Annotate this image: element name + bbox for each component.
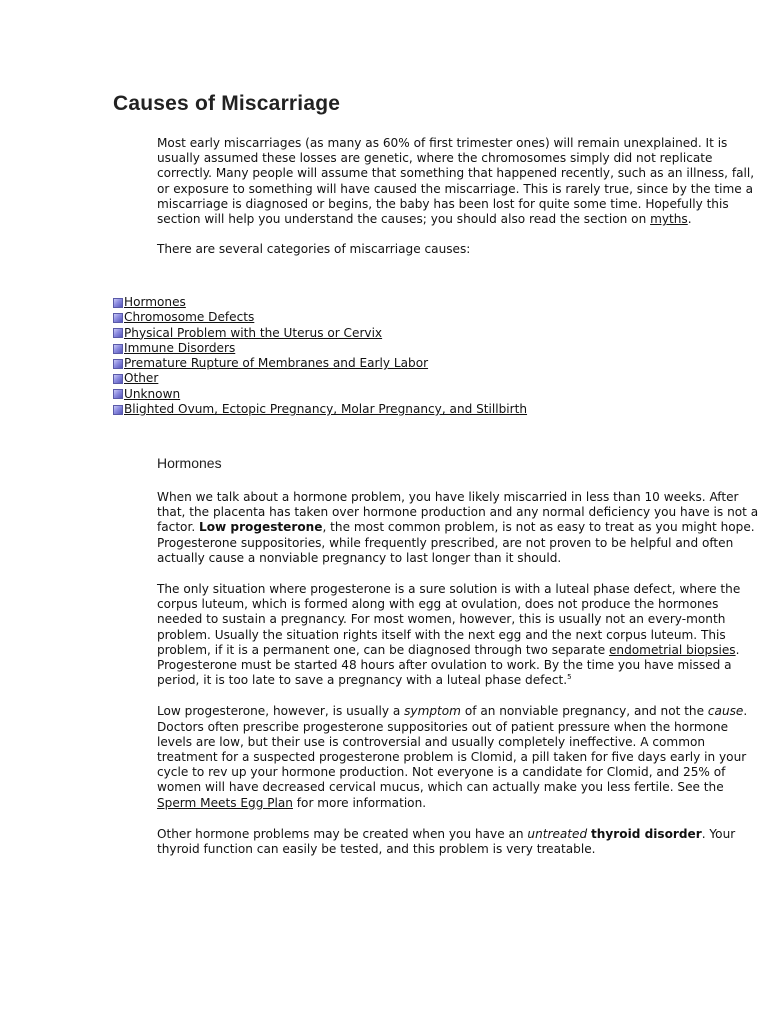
list-item [113, 310, 527, 325]
bullet-icon [113, 344, 123, 354]
bullet-icon [113, 389, 123, 399]
hormones-paragraph-3: Low progesterone, however, is usually a symptom of an nonviable pregnancy, and not the cause. Doctors often prescribe progesterone suppositories out of patient pressure when the hormone levels are low, but their use is controversial and usually completely ineffective. A common treatment for a suspected progesterone problem is Clomid, a pill taken for five days early in your cycle to rev up your hormone production. Not everyone is a candidate for Clomid, and 25% of women will have decreased cervical mucus, which can actually make you less fertile. See the Sperm Meets Egg Plan for more information. [157, 704, 748, 810]
intro-paragraph: Most early miscarriages (as many as 60% of first trimester ones) will remain unexplained. It is usually assumed these losses are genetic, where the chromosomes simply did not replicate correctly. Many people will assume that something that happened recently, such as an illness, fall, or exposure to something will have caused the miscarriage. This is rarely true, since by the time a miscarriage is diagnosed or begins, the baby has been lost for quite some time. Hopefully this section will help you understand the causes; you should also read the section on myths. [157, 136, 755, 227]
hormones-paragraph-1: When we talk about a hormone problem, you have likely miscarried in less than 10 weeks. After that, the placenta has taken over hormone production and any normal deficiency you have is not a factor. Low progesterone, the most common problem, is not as easy to treat as you might hope. Progesterone suppositories, while frequently prescribed, are not proven to be helpful and often actually cause a nonviable pregnancy to last longer than it should. [157, 490, 759, 565]
list-item [113, 341, 527, 356]
bullet-icon [113, 359, 123, 369]
category-link-unknown[interactable]: Unknown [124, 386, 181, 401]
hormones-paragraph-2: The only situation where progesterone is a sure solution is with a luteal phase defect, where the corpus luteum, which is formed along with egg at ovulation, does not produce the hormones needed to sustain a pregnancy. For most women, however, this is usually not an every-month problem. Usually the situation rights itself with the next egg and the next corpus luteum. This problem, if it is a permanent one, can be diagnosed through two separate endometrial biopsies. Progesterone must be started 48 hours after ovulation to work. By the time you have missed a period, it is too late to save a pregnancy with a luteal phase defect.$^5$ [157, 582, 741, 688]
myths-link[interactable]: myths [650, 212, 688, 227]
bullet-icon [113, 405, 123, 415]
bullet-icon [113, 374, 123, 384]
list-item [113, 356, 527, 371]
category-link-physical-problem[interactable]: Physical Problem with the Uterus or Cervix [124, 325, 383, 340]
list-item [113, 326, 527, 341]
category-link-blighted-ovum[interactable]: Blighted Ovum, Ectopic Pregnancy, Molar Pregnancy, and Stillbirth [124, 402, 528, 417]
category-link-immune-disorders[interactable]: Immune Disorders [124, 340, 236, 355]
page-title: Causes of Miscarriage [113, 92, 341, 115]
category-link-hormones[interactable]: Hormones [124, 295, 186, 309]
bullet-icon [113, 298, 123, 308]
category-link-other[interactable]: Other [124, 371, 159, 386]
footnote-ref: 5 [567, 673, 572, 682]
hormones-paragraph-4: Other hormone problems may be created when you have an untreated thyroid disorder. Your thyroid function can easily be tested, and this problem is very treatable. [157, 826, 736, 857]
categories-intro: There are several categories of miscarriage causes: [157, 242, 471, 257]
intro-section [157, 136, 762, 257]
category-link-premature-rupture[interactable]: Premature Rupture of Membranes and Early Labor [124, 356, 429, 371]
list-item [113, 371, 527, 386]
bullet-icon [113, 313, 123, 323]
bullet-icon [113, 328, 123, 338]
endometrial-biopsies-link[interactable]: endometrial biopsies [608, 642, 736, 657]
list-item [113, 295, 527, 310]
category-link-chromosome-defects[interactable]: Chromosome Defects [124, 310, 255, 325]
hormones-heading: Hormones [157, 455, 222, 471]
list-item [113, 387, 527, 402]
category-list [113, 295, 527, 417]
sperm-meets-egg-plan-link[interactable]: Sperm Meets Egg Plan [157, 795, 293, 810]
list-item [113, 402, 527, 417]
hormones-section [157, 490, 765, 873]
